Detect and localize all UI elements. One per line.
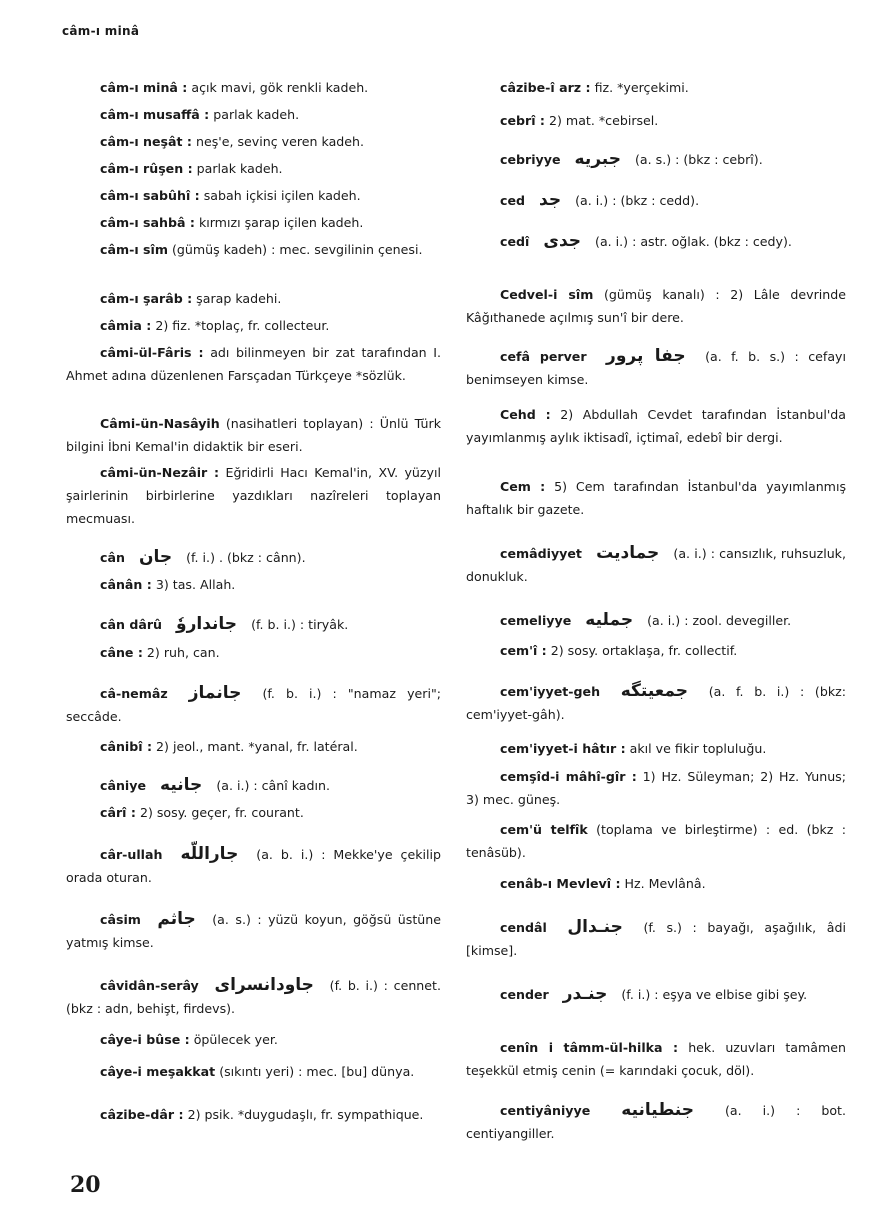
entry-headword: cân dârû [100, 617, 163, 632]
entry-headword: câm-ı sabûhî : [100, 188, 200, 203]
dictionary-entry [466, 76, 846, 99]
entry-definition: 2) mat. *cebirsel. [549, 113, 659, 128]
entry-definition: (gümüş kadeh) : mec. sevgilinin çenesi. [171, 242, 423, 257]
entry-headword: cebrî : [500, 113, 545, 128]
entry-headword: cem'iyyet-i hâtır : [500, 741, 626, 756]
entry-definition: sabah içkisi içilen kadeh. [203, 188, 361, 203]
entry-arabic: جمعيتگه [620, 681, 689, 701]
entry-headword: câye-i meşakkat [100, 1064, 216, 1079]
dictionary-entry [66, 801, 441, 824]
entry-definition: şarap kadehi. [196, 291, 282, 306]
dictionary-entry [466, 1036, 846, 1082]
entry-arabic: جنـدال [567, 917, 623, 937]
dictionary-entry [66, 843, 441, 889]
dictionary-entry [466, 345, 846, 391]
entry-headword: câ-nemâz [100, 686, 168, 701]
entry-definition: (f. s.) : bayağı, aşağılık, âdi [kimse]. [466, 920, 846, 958]
entry-headword: câr-ullah [100, 847, 163, 862]
entry-headword: câm-ı rûşen : [100, 161, 193, 176]
entry-arabic: جاودانسراى [214, 975, 314, 995]
entry-arabic: جدى [543, 231, 582, 251]
entry-definition: (a. i.) : bot. centiyangiller. [466, 1103, 846, 1141]
dictionary-entry [66, 774, 441, 797]
entry-definition: (a. i.) : astr. oğlak. (bkz : cedy). [595, 234, 792, 249]
entry-headword: cârî : [100, 805, 136, 820]
dictionary-entry [466, 283, 846, 329]
entry-headword: cebriyye [500, 152, 561, 167]
entry-headword: câzibe-î arz : [500, 80, 591, 95]
dictionary-entry [466, 609, 846, 632]
dictionary-entry [66, 103, 441, 126]
entry-arabic: جنطيانيه [621, 1100, 694, 1120]
entry-definition: açık mavi, gök renkli kadeh. [191, 80, 369, 95]
entry-definition: Hz. Mevlânâ. [624, 876, 706, 891]
entry-headword: cenâb-ı Mevlevî : [500, 876, 621, 891]
entry-definition: adı bilinmeyen bir zat tarafından I. Ahmet adına düzenlenen Farsçadan Türkçeye *sözlük. [66, 345, 441, 383]
entry-headword: Cedvel-i sîm [500, 287, 594, 302]
entry-headword: câmi-ül-Fâris : [100, 345, 204, 360]
dictionary-entry [466, 872, 846, 895]
entry-definition: 2) Abdullah Cevdet tarafından İstanbul'da yayımlanmış aylık iktisadî, içtimaî, edebî bir dergi. [466, 407, 846, 445]
entry-headword: câm-ı neşât : [100, 134, 192, 149]
dictionary-entry [466, 639, 846, 662]
entry-definition: 2) fiz. *toplaç, fr. collecteur. [155, 318, 330, 333]
dictionary-entry [66, 341, 441, 387]
entry-definition: (sıkıntı yeri) : mec. [bu] dünya. [219, 1064, 415, 1079]
entry-headword: cem'iyyet-geh [500, 684, 601, 699]
entry-arabic: جمليه [585, 610, 634, 630]
entry-arabic: جاراللّه [180, 844, 239, 864]
entry-definition: 2) jeol., mant. *yanal, fr. latéral. [156, 739, 358, 754]
dictionary-entry [66, 76, 441, 99]
entry-definition: (f. i.) . (bkz : cânn). [186, 550, 306, 565]
entry-definition: 3) tas. Allah. [155, 577, 236, 592]
dictionary-entry [466, 230, 846, 253]
entry-definition: (nasihatleri toplayan) : Ünlü Türk bilgini İbni Kemal'in didaktik bir eseri. [66, 416, 441, 454]
entry-arabic: جماديت [596, 543, 660, 563]
entry-headword: cedî [500, 234, 530, 249]
dictionary-entry [466, 680, 846, 726]
page-number: 20 [70, 1172, 101, 1198]
entry-definition: akıl ve fikir topluluğu. [629, 741, 767, 756]
entry-headword: cender [500, 987, 549, 1002]
dictionary-entry [66, 1028, 441, 1051]
entry-definition: 2) ruh, can. [146, 645, 220, 660]
entry-definition: parlak kadeh. [196, 161, 283, 176]
dictionary-entry [66, 1103, 441, 1126]
dictionary-entry [466, 403, 846, 449]
dictionary-entry [66, 184, 441, 207]
dictionary-entry [66, 211, 441, 234]
entry-definition: (a. i.) : (bkz : cedd). [575, 193, 700, 208]
dictionary-entry [466, 475, 846, 521]
entry-arabic: جاثم [157, 909, 196, 929]
dictionary-entry [66, 546, 441, 569]
entry-headword: cenîn i tâmm-ül-hilka : [500, 1040, 679, 1055]
dictionary-entry [466, 983, 846, 1006]
entry-headword: câm-ı sîm [100, 242, 168, 257]
dictionary-entry [66, 682, 441, 728]
entry-headword: Cem : [500, 479, 546, 494]
dictionary-entry [66, 641, 441, 664]
entry-definition: (a. b. i.) : Mekke'ye çekilip orada oturan. [66, 847, 441, 885]
entry-definition: (a. f. b. s.) : cefayı benimseyen kimse. [466, 349, 846, 387]
entry-headword: câvidân-serây [100, 978, 199, 993]
entry-headword: câzibe-dâr : [100, 1107, 184, 1122]
dictionary-entry [66, 908, 441, 954]
entry-definition: fiz. *yerçekimi. [594, 80, 689, 95]
entry-headword: câsim [100, 912, 141, 927]
running-head: câm-ı minâ [62, 24, 140, 38]
entry-definition: (f. b. i.) : "namaz yeri"; seccâde. [66, 686, 441, 724]
entry-arabic: جانيه [160, 775, 203, 795]
entry-definition: (f. b. i.) : tiryâk. [251, 617, 349, 632]
entry-headword: câm-ı minâ : [100, 80, 188, 95]
entry-headword: cefâ perver [500, 349, 587, 364]
dictionary-entry [466, 737, 846, 760]
entry-headword: centiyâniyye [500, 1103, 591, 1118]
dictionary-entry [466, 542, 846, 588]
dictionary-entry [66, 412, 441, 458]
entry-headword: cân [100, 550, 125, 565]
entry-headword: Câmi-ün-Nasâyih [100, 416, 220, 431]
entry-definition: 1) Hz. Süleyman; 2) Hz. Yunus; 3) mec. güneş. [466, 769, 846, 807]
entry-definition: (toplama ve birleştirme) : ed. (bkz : tenâsüb). [466, 822, 846, 860]
entry-arabic: جنـدر [562, 984, 608, 1004]
dictionary-entry [466, 189, 846, 212]
entry-headword: câm-ı sahbâ : [100, 215, 195, 230]
entry-headword: cemâdiyyet [500, 546, 582, 561]
entry-headword: cem'ü telfîk [500, 822, 588, 837]
entry-definition: 5) Cem tarafından İstanbul'da yayımlanmış haftalık bir gazete. [466, 479, 847, 517]
dictionary-entry [66, 130, 441, 153]
entry-definition: (a. s.) : yüzü koyun, göğsü üstüne yatmış kimse. [66, 912, 441, 950]
entry-arabic: جبريه [574, 149, 621, 169]
entry-headword: câmi-ün-Nezâir : [100, 465, 220, 480]
dictionary-entry [66, 314, 441, 337]
entry-headword: ced [500, 193, 526, 208]
entry-definition: (gümüş kanalı) : 2) Lâle devrinde Kâğıthanede açılmış sun'î bir dere. [466, 287, 846, 325]
entry-headword: cânân : [100, 577, 152, 592]
dictionary-entry [66, 613, 441, 636]
entry-definition: kırmızı şarap içilen kadeh. [198, 215, 364, 230]
entry-arabic: جان [138, 547, 173, 567]
dictionary-entry [466, 148, 846, 171]
dictionary-entry [66, 735, 441, 758]
entry-definition: neş'e, sevinç veren kadeh. [195, 134, 365, 149]
dictionary-entry [66, 1060, 441, 1083]
dictionary-entry [466, 1099, 846, 1145]
entry-headword: câm-ı şarâb : [100, 291, 193, 306]
entry-definition: Eğridirli Hacı Kemal'in, XV. yüzyıl şairlerinin birbirlerine yazdıkları nazîreleri toplayan mecmuası. [66, 465, 441, 526]
entry-definition: 2) sosy. ortaklaşa, fr. collectif. [550, 643, 738, 658]
entry-arabic: جانداروٗ [176, 614, 238, 634]
entry-arabic: جد [539, 190, 562, 210]
dictionary-entry [66, 573, 441, 596]
dictionary-entry [466, 109, 846, 132]
entry-headword: câne : [100, 645, 143, 660]
dictionary-entry [466, 765, 846, 811]
dictionary-entry [66, 238, 441, 261]
entry-definition: 2) sosy. geçer, fr. courant. [139, 805, 304, 820]
entry-definition: (a. i.) : cansızlık, ruhsuzluk, donukluk. [466, 546, 846, 584]
entry-headword: cem'î : [500, 643, 547, 658]
entry-definition: (a. f. b. i.) : (bkz: cem'iyyet-gâh). [466, 684, 846, 722]
entry-headword: cendâl [500, 920, 547, 935]
entry-definition: 2) psik. *duygudaşlı, fr. sympathique. [187, 1107, 424, 1122]
dictionary-entry [66, 461, 441, 530]
entry-headword: câm-ı musaffâ : [100, 107, 210, 122]
entry-definition: öpülecek yer. [193, 1032, 278, 1047]
dictionary-entry [66, 974, 441, 1020]
entry-definition: (f. b. i.) : cennet. (bkz : adn, behişt, firdevs). [66, 978, 441, 1016]
dictionary-entry [66, 157, 441, 180]
dictionary-entry [466, 818, 846, 864]
entry-headword: câmia : [100, 318, 152, 333]
entry-definition: (a. s.) : (bkz : cebrî). [635, 152, 763, 167]
dictionary-entry [66, 287, 441, 310]
entry-headword: câye-i bûse : [100, 1032, 190, 1047]
entry-arabic: جفا پرور [606, 346, 686, 366]
entry-definition: (a. i.) : cânî kadın. [216, 778, 331, 793]
entry-headword: cemşîd-i mâhî-gîr : [500, 769, 637, 784]
entry-headword: câniye [100, 778, 146, 793]
entry-definition: parlak kadeh. [213, 107, 300, 122]
entry-definition: (a. i.) : zool. devegiller. [647, 613, 792, 628]
entry-definition: hek. uzuvları tamâmen teşekkül etmiş cenin (= karındaki çocuk, döl). [466, 1040, 846, 1078]
dictionary-entry [466, 916, 846, 962]
entry-headword: cemeliyye [500, 613, 572, 628]
entry-headword: Cehd : [500, 407, 551, 422]
entry-arabic: جانماز [188, 683, 242, 703]
entry-headword: cânibî : [100, 739, 152, 754]
entry-definition: (f. i.) : eşya ve elbise gibi şey. [621, 987, 808, 1002]
